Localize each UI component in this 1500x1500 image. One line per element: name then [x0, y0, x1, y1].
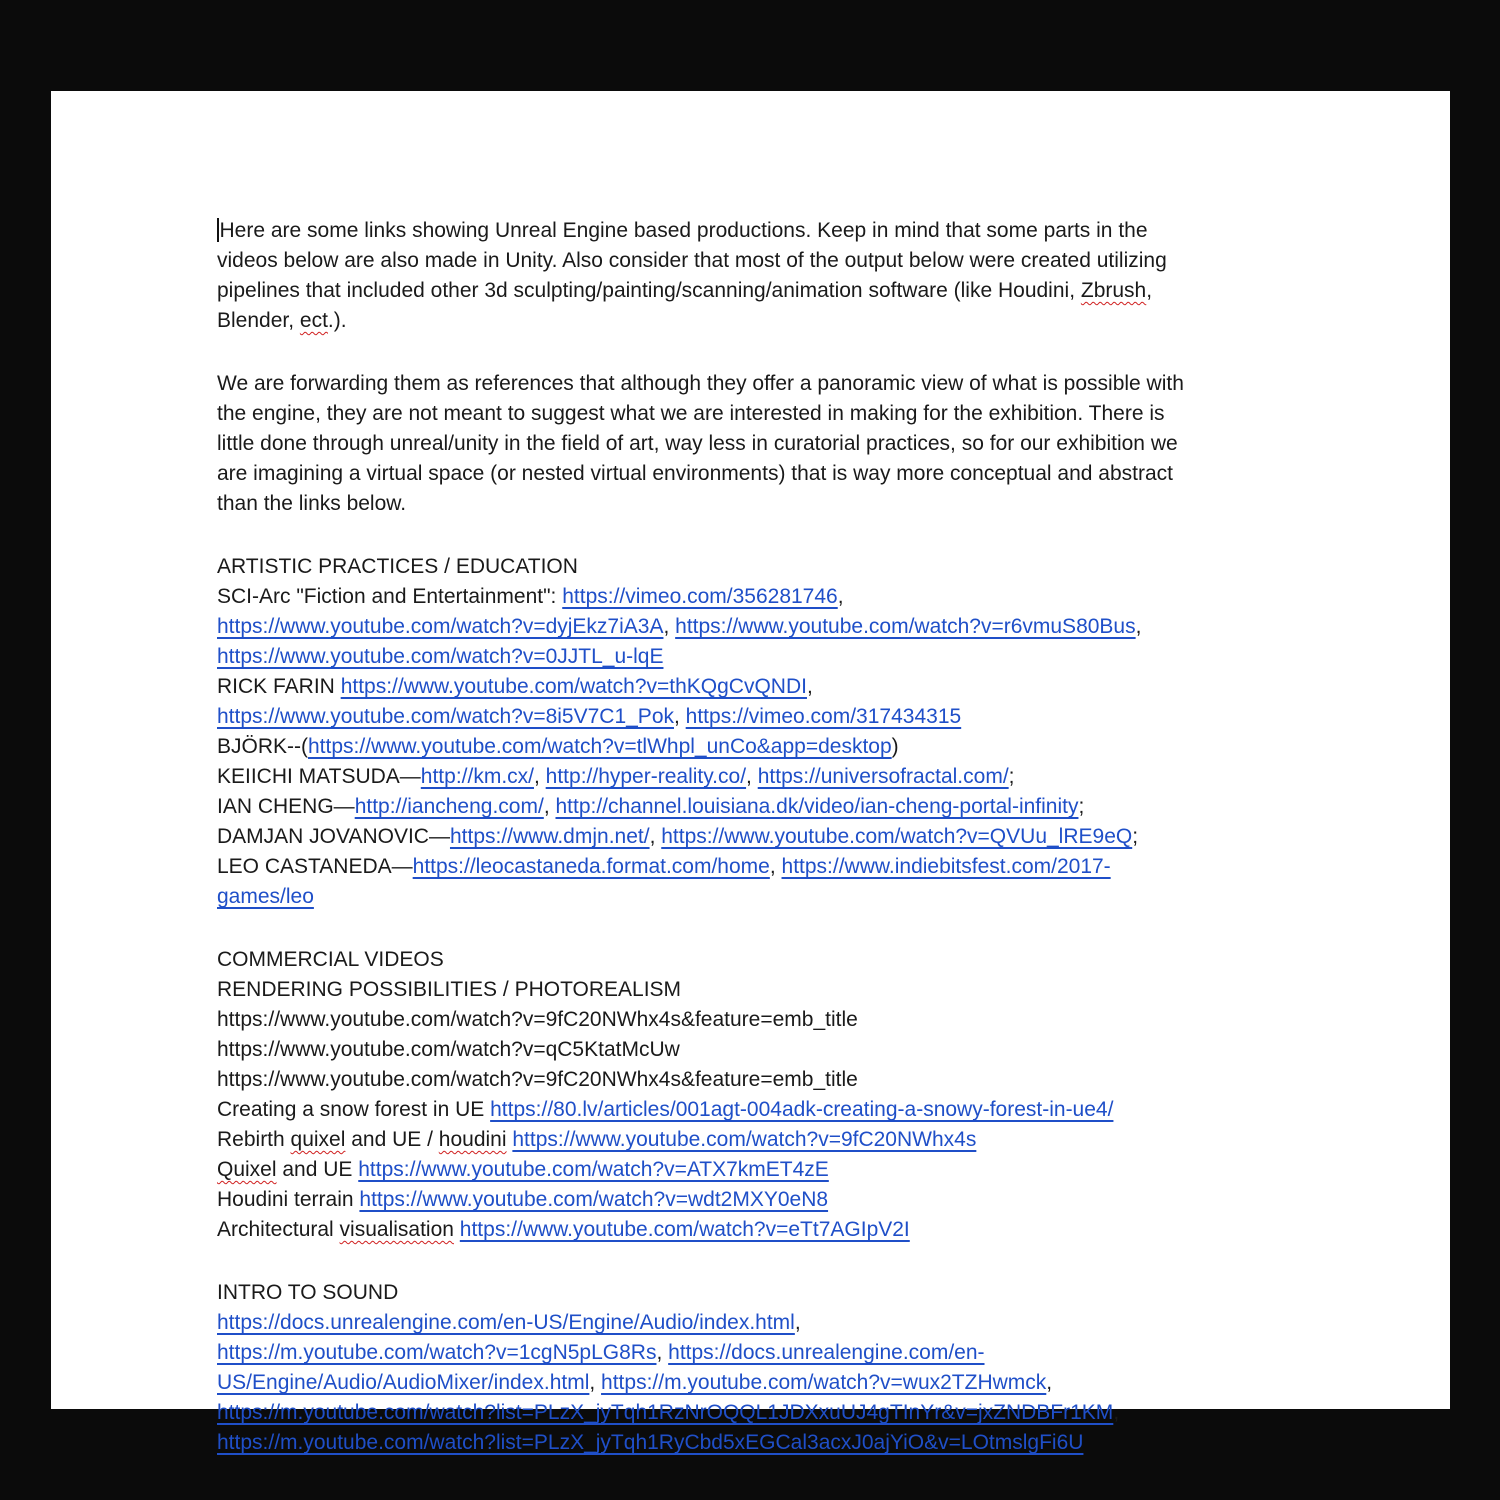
text-run: than the links below. [217, 492, 407, 515]
context-line [217, 369, 1287, 399]
sound-line [217, 1338, 1287, 1368]
hyperlink[interactable]: https://www.youtube.com/watch?v=tlWhpl_unCo&app=desktop [308, 735, 892, 758]
text-run: RENDERING POSSIBILITIES / PHOTOREALISM [217, 978, 682, 1001]
hyperlink[interactable]: https://www.youtube.com/watch?v=9fC20NWhx4s [512, 1128, 977, 1151]
misspelled-word[interactable]: Quixel [217, 1158, 277, 1181]
text-run: KEIICHI MATSUDA— [217, 765, 421, 788]
text-run: ; [1078, 795, 1085, 818]
paragraph-gap [217, 1245, 1287, 1278]
paragraph-gap [217, 912, 1287, 945]
commercial-line [217, 1035, 1287, 1065]
artistic-line [217, 822, 1287, 852]
misspelled-word[interactable]: quixel [290, 1128, 346, 1151]
text-run: ; [1008, 765, 1015, 788]
text-run: https://www.youtube.com/watch?v=9fC20NWhx4s&feature=emb_title [217, 1008, 858, 1031]
text-run: LEO CASTANEDA— [217, 855, 413, 878]
misspelled-word[interactable]: Zbrush [1080, 279, 1147, 302]
intro-line [217, 306, 1287, 336]
text-run: little done through unreal/unity in the field of art, way less in curatorial practices, so for our exhibition we [217, 432, 1178, 455]
paragraph-gap [217, 336, 1287, 369]
text-run: DAMJAN JOVANOVIC— [217, 825, 450, 848]
commercial-line [217, 1155, 1287, 1185]
hyperlink[interactable]: https://universofractal.com/ [757, 765, 1009, 788]
hyperlink[interactable]: https://docs.unrealengine.com/en-US/Engine/Audio/index.html [217, 1311, 795, 1334]
hyperlink[interactable]: https://www.youtube.com/watch?v=thKQgCvQNDI [340, 675, 807, 698]
text-cursor [217, 218, 219, 242]
artistic-line [217, 792, 1287, 822]
artistic-line [217, 852, 1287, 882]
hyperlink[interactable]: http://hyper-reality.co/ [545, 765, 747, 788]
text-run: and UE / [345, 1128, 439, 1151]
text-run: Architectural [217, 1218, 340, 1241]
text-run: RICK FARIN [217, 675, 341, 698]
paragraph-gap [217, 519, 1287, 552]
commercial-line [217, 1065, 1287, 1095]
text-run: , [806, 675, 813, 698]
text-run: BJÖRK--( [217, 735, 308, 758]
text-run: .). [327, 309, 347, 332]
context-line [217, 429, 1287, 459]
text-run: COMMERCIAL VIDEOS [217, 948, 444, 971]
hyperlink[interactable]: US/Engine/Audio/AudioMixer/index.html [217, 1371, 590, 1394]
document-page [51, 91, 1450, 1454]
hyperlink[interactable]: https://www.youtube.com/watch?v=r6vmuS80Bus [675, 615, 1136, 638]
misspelled-word[interactable]: ect [299, 309, 328, 332]
artistic-line [217, 552, 1287, 582]
text-run: , [543, 795, 556, 818]
misspelled-word[interactable]: houdini [438, 1128, 507, 1151]
artistic-line [217, 762, 1287, 792]
commercial-line [217, 1125, 1287, 1155]
artistic-line [217, 582, 1287, 612]
misspelled-word[interactable]: visualisation [339, 1218, 454, 1241]
hyperlink[interactable]: https://www.youtube.com/watch?v=QVUu_lRE9eQ [661, 825, 1133, 848]
text-run: pipelines that included other 3d sculpting/painting/scanning/animation software (like Houdini, [217, 279, 1081, 302]
artistic-line [217, 642, 1287, 672]
text-run: , [656, 1341, 669, 1364]
text-run: , [794, 1311, 801, 1334]
hyperlink[interactable]: http://km.cx/ [420, 765, 534, 788]
hyperlink[interactable]: https://www.youtube.com/watch?v=wdt2MXY0eN8 [359, 1188, 829, 1211]
commercial-line [217, 1215, 1287, 1245]
artistic-line [217, 732, 1287, 762]
hyperlink[interactable]: https://www.youtube.com/watch?v=eTt7AGIpV2I [459, 1218, 910, 1241]
sound-line [217, 1278, 1287, 1308]
text-run: , [1113, 1401, 1120, 1424]
text-run: videos below are also made in Unity. Also consider that most of the output below were created utilizing [217, 249, 1167, 272]
artistic-line [217, 612, 1287, 642]
text-run: , [1135, 615, 1142, 638]
text-run: the engine, they are not meant to suggest what we are interested in making for the exhibition. There is [217, 402, 1165, 425]
text-run: , [746, 765, 758, 788]
intro-line [217, 276, 1287, 306]
sound-line [217, 1368, 1287, 1398]
hyperlink[interactable]: https://docs.unrealengine.com/en- [668, 1341, 985, 1364]
artistic-practices-section [217, 552, 1287, 912]
hyperlink[interactable]: https://m.youtube.com/watch?list=PLzX_jyTqh1RzNrOQQL1JDXxuUJ4gTInYr&v=jxZNDBFr1KM [217, 1401, 1114, 1424]
intro-to-sound-section [217, 1278, 1287, 1458]
document-body[interactable] [217, 216, 1287, 1458]
text-run: , [837, 585, 844, 608]
text-run: , [534, 765, 546, 788]
hyperlink[interactable]: https://www.indiebitsfest.com/2017- [781, 855, 1111, 878]
text-run: ) [891, 735, 899, 758]
text-run: https://www.youtube.com/watch?v=9fC20NWhx4s&feature=emb_title [217, 1068, 858, 1091]
hyperlink[interactable]: http://iancheng.com/ [354, 795, 544, 818]
text-run: IAN CHENG— [217, 795, 355, 818]
text-run: , [589, 1371, 602, 1394]
commercial-line [217, 975, 1287, 1005]
text-run: Houdini terrain [217, 1188, 360, 1211]
intro-paragraph [217, 216, 1287, 336]
text-run: , [769, 855, 782, 878]
text-run: ARTISTIC PRACTICES / EDUCATION [217, 555, 578, 578]
hyperlink[interactable]: games/leo [217, 885, 314, 908]
context-paragraph [217, 369, 1287, 519]
hyperlink[interactable]: https://www.youtube.com/watch?v=dyjEkz7iA3A [217, 615, 664, 638]
text-run: and UE [276, 1158, 359, 1181]
intro-line [217, 246, 1287, 276]
sound-line [217, 1308, 1287, 1338]
hyperlink[interactable]: https://80.lv/articles/001agt-004adk-creating-a-snowy-forest-in-ue4/ [490, 1098, 1114, 1121]
text-run: ; [1132, 825, 1139, 848]
hyperlink[interactable]: https://www.youtube.com/watch?v=8i5V7C1_Pok [217, 705, 674, 728]
hyperlink[interactable]: https://www.dmjn.net/ [449, 825, 650, 848]
hyperlink[interactable]: https://m.youtube.com/watch?list=PLzX_jyTqh1RyCbd5xEGCal3acxJ0ajYiO&v=LOtmslgFi6U [217, 1431, 1084, 1454]
text-run: Here are some links showing Unreal Engine based productions. Keep in mind that some parts in the [219, 219, 1148, 242]
commercial-line [217, 1005, 1287, 1035]
text-run: , [1146, 279, 1153, 302]
text-run: Creating a snow forest in UE [217, 1098, 491, 1121]
text-run: , [663, 615, 676, 638]
hyperlink[interactable]: https://www.youtube.com/watch?v=ATX7kmET4zE [358, 1158, 829, 1181]
sound-line [217, 1398, 1287, 1428]
text-run: https://www.youtube.com/watch?v=qC5KtatMcUw [217, 1038, 680, 1061]
sound-line [217, 1428, 1287, 1458]
hyperlink[interactable]: http://channel.louisiana.dk/video/ian-cheng-portal-infinity [555, 795, 1079, 818]
hyperlink[interactable]: https://vimeo.com/356281746 [562, 585, 838, 608]
artistic-line [217, 882, 1287, 912]
text-run: , [674, 705, 686, 728]
context-line [217, 399, 1287, 429]
text-run: INTRO TO SOUND [217, 1281, 399, 1304]
hyperlink[interactable]: https://www.youtube.com/watch?v=0JJTL_u-lqE [217, 645, 664, 668]
commercial-line [217, 945, 1287, 975]
text-run: , [649, 825, 662, 848]
text-run: We are forwarding them as references that although they offer a panoramic view of what is possible with [217, 372, 1184, 395]
hyperlink[interactable]: https://m.youtube.com/watch?v=wux2TZHwmck [601, 1371, 1047, 1394]
context-line [217, 459, 1287, 489]
commercial-videos-section [217, 945, 1287, 1245]
text-run: Blender, [217, 309, 300, 332]
artistic-line [217, 672, 1287, 702]
commercial-line [217, 1095, 1287, 1125]
text-run: , [1046, 1371, 1053, 1394]
text-run: SCI-Arc "Fiction and Entertainment": [217, 585, 563, 608]
context-line [217, 489, 1287, 519]
commercial-line [217, 1185, 1287, 1215]
hyperlink[interactable]: https://vimeo.com/317434315 [685, 705, 962, 728]
hyperlink[interactable]: https://leocastaneda.format.com/home [412, 855, 770, 878]
intro-line [217, 216, 1287, 246]
text-run: Rebirth [217, 1128, 291, 1151]
artistic-line [217, 702, 1287, 732]
text-run: are imagining a virtual space (or nested virtual environments) that is way more conceptual and abstract [217, 462, 1173, 485]
hyperlink[interactable]: https://m.youtube.com/watch?v=1cgN5pLG8Rs [217, 1341, 657, 1364]
